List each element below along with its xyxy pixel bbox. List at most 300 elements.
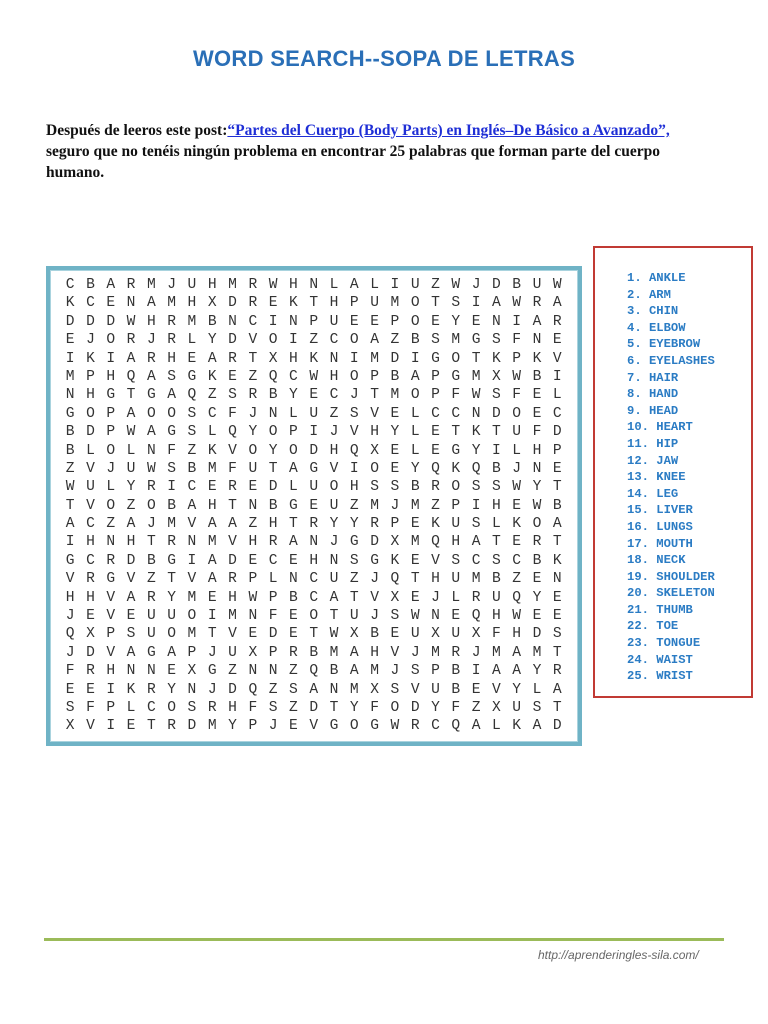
grid-letter: O — [248, 442, 258, 459]
grid-letter: A — [228, 516, 237, 533]
grid-letter: N — [146, 442, 156, 459]
grid-letter: M — [228, 277, 237, 293]
grid-letter: J — [390, 497, 400, 514]
grid-letter: J — [471, 644, 481, 661]
grid-letter: E — [410, 552, 420, 569]
grid-letter: S — [451, 295, 461, 312]
grid-letter: Y — [349, 699, 359, 716]
grid-letter: U — [349, 608, 359, 625]
grid-letter: T — [268, 460, 278, 477]
word-search-grid-box — [46, 266, 582, 746]
grid-letter: T — [552, 644, 562, 661]
word-list-item: 6. EYELASHES — [627, 353, 715, 368]
grid-letter: C — [329, 332, 339, 349]
grid-letter: S — [167, 460, 177, 477]
grid-letter: U — [370, 295, 379, 312]
grid-letter: Q — [512, 589, 522, 606]
grid-letter: W — [126, 313, 136, 330]
grid-letter: Z — [228, 663, 237, 680]
grid-letter: H — [349, 479, 359, 496]
grid-letter: Q — [471, 608, 481, 625]
grid-letter: N — [106, 534, 116, 551]
grid-letter: I — [268, 313, 278, 330]
grid-letter: R — [167, 718, 177, 735]
grid-letter: B — [146, 552, 156, 569]
grid-letter: P — [431, 368, 440, 385]
grid-letter: O — [289, 442, 298, 459]
grid-letter: D — [86, 313, 95, 330]
grid-letter: P — [106, 699, 116, 716]
grid-letter: Y — [167, 681, 177, 698]
grid-letter: I — [289, 332, 298, 349]
grid-letter: I — [349, 460, 359, 477]
grid-letter: J — [207, 644, 217, 661]
grid-letter: Y — [207, 332, 217, 349]
grid-letter: R — [146, 589, 156, 606]
grid-letter: Z — [248, 516, 258, 533]
grid-letter: U — [492, 589, 501, 606]
grid-letter: S — [349, 405, 359, 422]
grid-letter: O — [268, 424, 278, 441]
grid-letter: S — [532, 699, 542, 716]
grid-letter: Y — [410, 460, 420, 477]
grid-letter: C — [309, 589, 319, 606]
grid-letter: Y — [532, 479, 542, 496]
grid-letter: W — [451, 277, 461, 293]
grid-letter: B — [390, 368, 400, 385]
grid-letter: I — [106, 350, 116, 367]
grid-letter: M — [492, 644, 501, 661]
grid-letter: O — [106, 442, 116, 459]
grid-letter: M — [187, 626, 197, 643]
intro-prefix: Después de leeros este post: — [46, 122, 228, 139]
grid-letter: N — [228, 313, 237, 330]
grid-letter: U — [126, 460, 136, 477]
grid-letter: W — [329, 626, 339, 643]
grid-letter: M — [187, 589, 197, 606]
grid-letter: Z — [248, 368, 258, 385]
grid-letter: O — [106, 497, 116, 514]
post-link[interactable]: “Partes del Cuerpo (Body Parts) en Inglés–De Básico a Avanzado”, — [227, 122, 670, 139]
grid-letter: V — [309, 718, 319, 735]
grid-letter: C — [451, 405, 461, 422]
grid-letter: J — [390, 663, 400, 680]
grid-letter: S — [492, 552, 501, 569]
grid-letter: W — [65, 479, 75, 496]
grid-letter: J — [329, 534, 339, 551]
grid-letter: R — [268, 534, 278, 551]
grid-letter: L — [532, 681, 542, 698]
grid-letter: G — [329, 718, 339, 735]
grid-letter: P — [309, 313, 319, 330]
grid-letter: E — [268, 295, 278, 312]
grid-letter: N — [146, 663, 156, 680]
grid-letter: M — [431, 644, 440, 661]
grid-letter: N — [552, 571, 562, 588]
word-list-item: 13. KNEE — [627, 470, 686, 485]
grid-letter: V — [86, 718, 95, 735]
grid-letter: E — [65, 332, 75, 349]
grid-letter: F — [228, 460, 237, 477]
grid-letter: E — [552, 589, 562, 606]
grid-letter: D — [228, 681, 237, 698]
grid-letter: V — [410, 681, 420, 698]
grid-letter: Y — [289, 387, 298, 404]
grid-letter: P — [370, 368, 379, 385]
grid-letter: Z — [471, 699, 481, 716]
grid-letter: A — [126, 405, 136, 422]
grid-letter: L — [187, 332, 197, 349]
grid-letter: J — [268, 718, 278, 735]
grid-letter: N — [329, 552, 339, 569]
grid-letter: R — [410, 718, 420, 735]
grid-letter: Y — [451, 313, 461, 330]
grid-letter: J — [146, 332, 156, 349]
grid-letter: J — [65, 644, 75, 661]
grid-letter: H — [329, 442, 339, 459]
grid-letter: U — [451, 626, 461, 643]
grid-letter: S — [390, 681, 400, 698]
grid-letter: O — [451, 479, 461, 496]
grid-letter: Y — [248, 424, 258, 441]
grid-letter: H — [248, 534, 258, 551]
grid-letter: A — [349, 277, 359, 293]
grid-letter: T — [167, 571, 177, 588]
grid-letter: F — [451, 387, 461, 404]
grid-letter: D — [228, 552, 237, 569]
grid-letter: B — [532, 368, 542, 385]
grid-letter: M — [370, 497, 379, 514]
grid-letter: H — [228, 699, 237, 716]
grid-letter: E — [65, 681, 75, 698]
grid-letter: A — [349, 644, 359, 661]
grid-letter: B — [410, 479, 420, 496]
grid-letter: D — [228, 295, 237, 312]
grid-letter: I — [65, 534, 75, 551]
grid-letter: A — [167, 387, 177, 404]
grid-letter: N — [329, 350, 339, 367]
grid-letter: V — [370, 405, 379, 422]
grid-letter: K — [126, 681, 136, 698]
grid-letter: C — [86, 552, 95, 569]
grid-letter: U — [451, 571, 461, 588]
grid-letter: R — [126, 277, 136, 293]
grid-letter: D — [492, 405, 501, 422]
grid-letter: X — [471, 626, 481, 643]
grid-letter: T — [471, 350, 481, 367]
grid-letter: C — [309, 571, 319, 588]
word-list-item: 5. EYEBROW — [627, 337, 701, 352]
grid-letter: O — [167, 626, 177, 643]
grid-letter: A — [167, 644, 177, 661]
grid-letter: P — [268, 644, 278, 661]
grid-letter: V — [106, 608, 116, 625]
grid-letter: X — [65, 718, 75, 735]
grid-letter: S — [349, 552, 359, 569]
grid-letter: R — [552, 663, 562, 680]
grid-letter: G — [106, 571, 116, 588]
grid-letter: S — [390, 479, 400, 496]
grid-letter: H — [289, 277, 298, 293]
grid-letter: A — [126, 644, 136, 661]
grid-letter: I — [309, 424, 319, 441]
grid-letter: Z — [207, 387, 217, 404]
grid-letter: M — [451, 332, 461, 349]
grid-letter: I — [390, 277, 400, 293]
word-list-item: 23. TONGUE — [627, 636, 701, 651]
grid-letter: I — [492, 442, 501, 459]
grid-letter: X — [349, 626, 359, 643]
grid-letter: C — [268, 552, 278, 569]
grid-letter: Z — [309, 332, 319, 349]
grid-letter: E — [512, 534, 522, 551]
grid-letter: L — [289, 405, 298, 422]
grid-letter: X — [187, 663, 197, 680]
grid-letter: Q — [187, 387, 197, 404]
grid-letter: G — [106, 387, 116, 404]
grid-row — [60, 552, 568, 570]
grid-letter: A — [410, 368, 420, 385]
grid-letter: S — [167, 368, 177, 385]
grid-letter: K — [65, 295, 75, 312]
grid-letter: E — [248, 552, 258, 569]
grid-letter: V — [349, 424, 359, 441]
grid-letter: H — [492, 608, 501, 625]
grid-letter: H — [370, 644, 379, 661]
grid-letter: Z — [289, 699, 298, 716]
grid-letter: O — [512, 405, 522, 422]
grid-letter: H — [65, 589, 75, 606]
grid-letter: M — [187, 313, 197, 330]
grid-letter: O — [451, 350, 461, 367]
grid-letter: V — [228, 442, 237, 459]
grid-letter: M — [167, 516, 177, 533]
grid-letter: W — [552, 277, 562, 293]
grid-letter: E — [207, 479, 217, 496]
grid-letter: N — [268, 405, 278, 422]
grid-letter: S — [431, 332, 440, 349]
grid-letter: S — [492, 332, 501, 349]
grid-letter: K — [451, 460, 461, 477]
grid-letter: O — [187, 608, 197, 625]
grid-letter: U — [167, 608, 177, 625]
grid-letter: L — [492, 516, 501, 533]
grid-row — [60, 331, 568, 349]
grid-letter: P — [106, 424, 116, 441]
grid-letter: T — [207, 626, 217, 643]
grid-letter: V — [65, 571, 75, 588]
grid-letter: E — [410, 516, 420, 533]
grid-letter: T — [492, 424, 501, 441]
grid-letter: E — [228, 368, 237, 385]
grid-letter: D — [268, 626, 278, 643]
grid-letter: R — [228, 350, 237, 367]
grid-row — [60, 276, 568, 294]
grid-letter: T — [309, 626, 319, 643]
grid-letter: V — [86, 460, 95, 477]
grid-letter: T — [329, 699, 339, 716]
grid-letter: Q — [309, 663, 319, 680]
grid-letter: K — [289, 295, 298, 312]
grid-letter: A — [552, 295, 562, 312]
grid-letter: I — [65, 350, 75, 367]
grid-letter: Q — [65, 626, 75, 643]
grid-letter: V — [187, 516, 197, 533]
grid-letter: H — [86, 589, 95, 606]
grid-letter: A — [370, 332, 379, 349]
grid-letter: R — [126, 332, 136, 349]
grid-row — [60, 497, 568, 515]
grid-letter: I — [106, 681, 116, 698]
grid-letter: A — [552, 681, 562, 698]
grid-letter: C — [471, 552, 481, 569]
grid-letter: T — [410, 571, 420, 588]
word-list-item: 20. SKELETON — [627, 586, 715, 601]
grid-letter: L — [512, 442, 522, 459]
grid-letter: M — [532, 644, 542, 661]
grid-letter: G — [431, 350, 440, 367]
grid-letter: B — [370, 626, 379, 643]
grid-letter: C — [146, 699, 156, 716]
word-list-item: 12. JAW — [627, 453, 679, 468]
grid-letter: R — [86, 571, 95, 588]
grid-letter: E — [410, 589, 420, 606]
grid-letter: D — [106, 313, 116, 330]
grid-letter: B — [268, 387, 278, 404]
grid-letter: E — [207, 589, 217, 606]
grid-letter: O — [329, 479, 339, 496]
grid-letter: N — [65, 387, 75, 404]
grid-letter: J — [431, 589, 440, 606]
grid-letter: G — [471, 332, 481, 349]
grid-letter: I — [106, 718, 116, 735]
grid-letter: T — [146, 534, 156, 551]
grid-letter: H — [289, 350, 298, 367]
grid-letter: T — [65, 497, 75, 514]
grid-letter: A — [126, 589, 136, 606]
grid-letter: L — [410, 405, 420, 422]
grid-letter: B — [309, 644, 319, 661]
grid-letter: O — [268, 332, 278, 349]
grid-letter: G — [309, 460, 319, 477]
grid-letter: M — [329, 644, 339, 661]
word-list-item: 15. LIVER — [627, 503, 693, 518]
grid-letter: C — [552, 405, 562, 422]
grid-letter: E — [126, 718, 136, 735]
grid-letter: V — [86, 497, 95, 514]
grid-letter: Y — [532, 663, 542, 680]
grid-letter: E — [532, 608, 542, 625]
footer-url: http://aprenderingles-sila.com/ — [538, 948, 699, 962]
grid-letter: M — [370, 350, 379, 367]
word-list-item: 25. WRIST — [627, 669, 693, 684]
grid-letter: S — [471, 479, 481, 496]
grid-letter: E — [471, 313, 481, 330]
grid-letter: G — [451, 442, 461, 459]
grid-letter: A — [492, 663, 501, 680]
grid-letter: S — [410, 663, 420, 680]
grid-letter: V — [552, 350, 562, 367]
grid-letter: W — [532, 497, 542, 514]
grid-letter: V — [370, 589, 379, 606]
grid-letter: E — [390, 626, 400, 643]
grid-letter: J — [370, 571, 379, 588]
grid-letter: I — [410, 350, 420, 367]
grid-letter: U — [329, 313, 339, 330]
grid-letter: K — [207, 442, 217, 459]
grid-letter: A — [146, 424, 156, 441]
grid-letter: N — [532, 460, 542, 477]
grid-letter: W — [126, 424, 136, 441]
grid-letter: Y — [390, 424, 400, 441]
grid-letter: U — [329, 571, 339, 588]
grid-letter: Q — [431, 534, 440, 551]
grid-letter: H — [431, 571, 440, 588]
grid-letter: G — [370, 718, 379, 735]
grid-letter: Y — [431, 699, 440, 716]
grid-letter: A — [289, 534, 298, 551]
grid-letter: X — [207, 295, 217, 312]
grid-letter: T — [552, 479, 562, 496]
grid-letter: O — [86, 405, 95, 422]
grid-letter: P — [248, 571, 258, 588]
grid-letter: Y — [532, 589, 542, 606]
grid-letter: P — [86, 368, 95, 385]
grid-letter: O — [309, 608, 319, 625]
grid-row — [60, 515, 568, 533]
grid-letter: R — [228, 479, 237, 496]
grid-letter: Q — [431, 460, 440, 477]
grid-letter: I — [187, 552, 197, 569]
word-list-item: 19. SHOULDER — [627, 569, 715, 584]
grid-letter: B — [86, 277, 95, 293]
grid-letter: P — [187, 644, 197, 661]
grid-letter: Z — [268, 681, 278, 698]
grid-letter: P — [106, 405, 116, 422]
grid-letter: D — [390, 350, 400, 367]
grid-letter: H — [86, 534, 95, 551]
word-list-item: 4. ELBOW — [627, 320, 686, 335]
grid-letter: F — [512, 332, 522, 349]
grid-letter: Z — [390, 332, 400, 349]
grid-letter: F — [492, 626, 501, 643]
grid-letter: D — [268, 479, 278, 496]
grid-letter: M — [390, 387, 400, 404]
grid-letter: Q — [471, 460, 481, 477]
grid-letter: E — [248, 626, 258, 643]
grid-letter: U — [309, 479, 319, 496]
grid-letter: Z — [329, 405, 339, 422]
grid-letter: R — [167, 313, 177, 330]
grid-letter: J — [512, 460, 522, 477]
grid-letter: L — [126, 699, 136, 716]
grid-letter: J — [248, 405, 258, 422]
grid-letter: I — [471, 663, 481, 680]
grid-letter: W — [471, 387, 481, 404]
grid-letter: X — [86, 626, 95, 643]
grid-letter: Y — [471, 442, 481, 459]
grid-letter: Y — [349, 516, 359, 533]
grid-letter: D — [309, 442, 319, 459]
grid-letter: Q — [390, 571, 400, 588]
grid-letter: Z — [146, 571, 156, 588]
grid-letter: Q — [228, 424, 237, 441]
grid-letter: L — [126, 442, 136, 459]
grid-letter: F — [248, 699, 258, 716]
grid-letter: G — [451, 368, 461, 385]
grid-letter: R — [309, 516, 319, 533]
grid-letter: L — [329, 277, 339, 293]
